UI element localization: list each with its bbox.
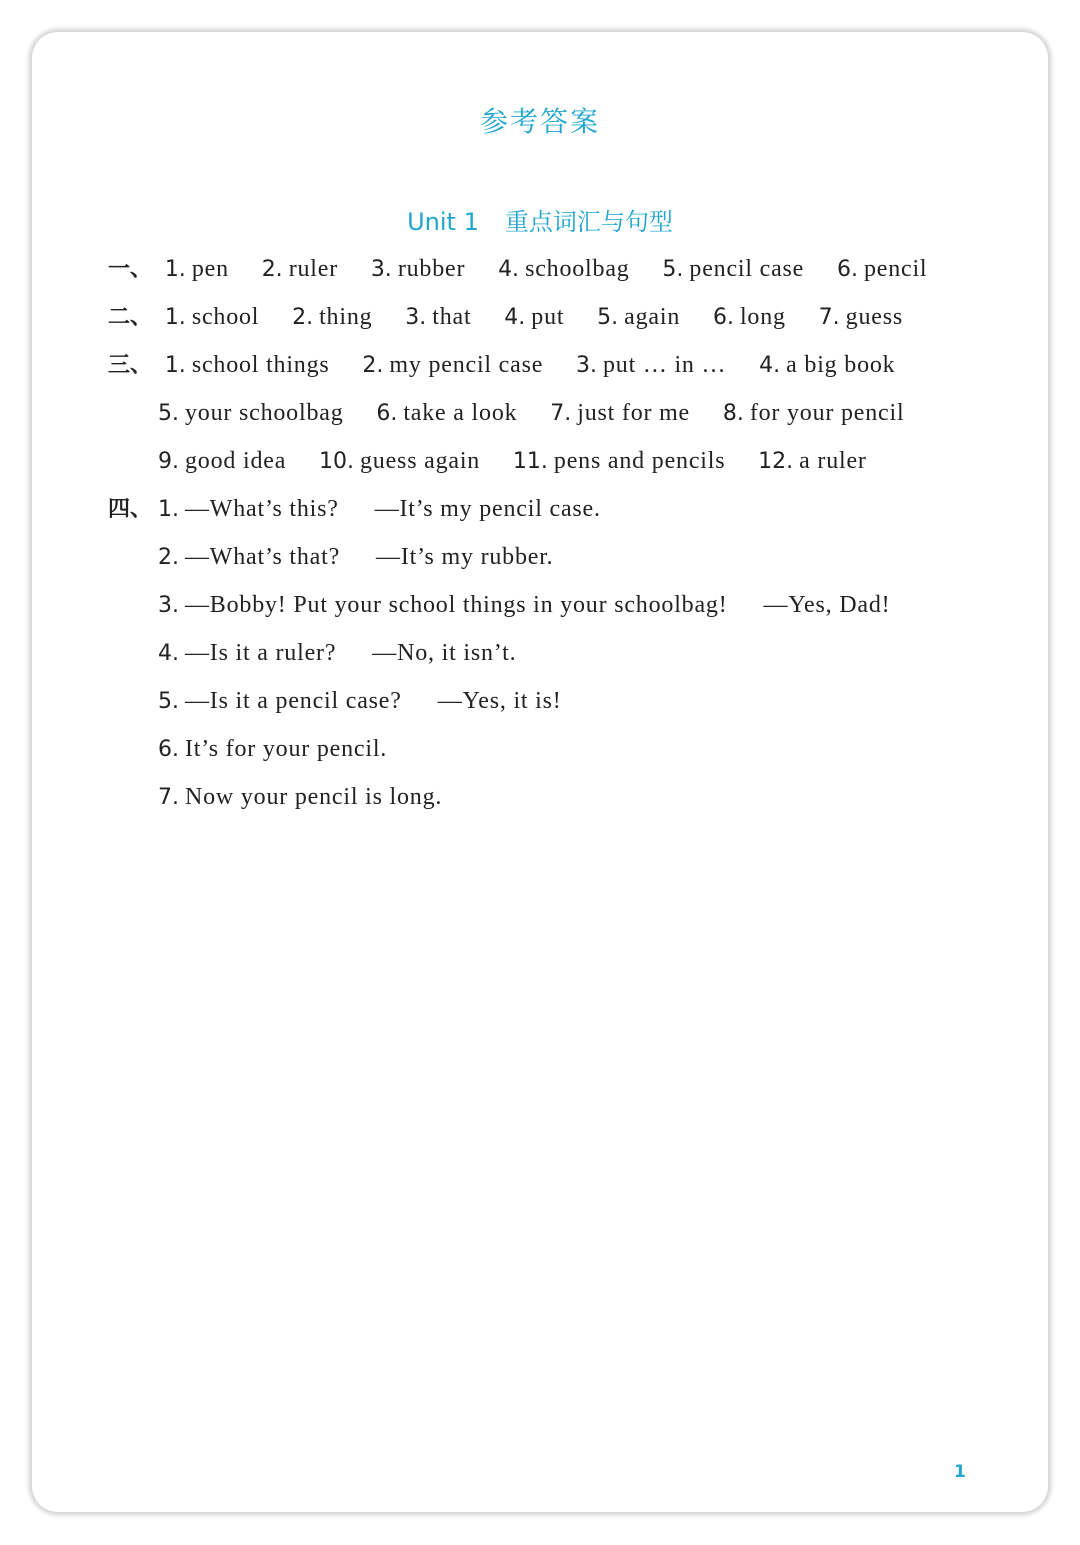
answer-item: 10. guess again xyxy=(319,448,481,474)
answer-item: 6. long xyxy=(712,304,786,330)
section-2-line-1 xyxy=(108,299,903,335)
answer-item: 4. schoolbag xyxy=(498,256,630,282)
dialogue-3: 3. —Bobby! Put your school things in your schoolbag! —Yes, Dad! xyxy=(158,592,891,618)
section-marker: 二、 xyxy=(108,305,153,330)
page-title: 参考答案 xyxy=(479,105,600,138)
sentence-text: It’s for your pencil. xyxy=(185,736,388,762)
answer-item: 4. put xyxy=(504,304,565,330)
section-3-line-2 xyxy=(158,395,904,431)
dialogue-2: 2. —What’s that? —It’s my rubber. xyxy=(158,544,554,570)
unit-label: Unit 1 xyxy=(407,208,479,236)
unit-subtitle: 重点词汇与句型 xyxy=(504,208,673,236)
answer-item: 8. for your pencil xyxy=(722,400,905,426)
page-number: 1 xyxy=(954,1462,966,1482)
dialogue-5: 5. —Is it a pencil case? —Yes, it is! xyxy=(158,688,562,714)
section-marker: 四、 xyxy=(108,497,153,522)
unit-heading xyxy=(0,202,1080,237)
answer-item: 2. my pencil case xyxy=(362,352,544,378)
dialogue-answer: —It’s my pencil case. xyxy=(374,496,601,522)
answer-item: 5. again xyxy=(597,304,681,330)
answer-item: 1. school xyxy=(164,304,260,330)
dialogue-answer: —No, it isn’t. xyxy=(372,640,517,666)
section-marker: 三、 xyxy=(108,353,153,378)
dialogue-question: —Is it a ruler? xyxy=(185,640,337,666)
sentence-6: 6. It’s for your pencil. xyxy=(158,736,388,762)
section-3-line-3 xyxy=(158,443,867,479)
answer-item: 2. thing xyxy=(292,304,373,330)
answer-item: 6. take a look xyxy=(376,400,518,426)
answer-item: 4. a big book xyxy=(759,352,896,378)
answer-item: 1. school things xyxy=(164,352,330,378)
answer-item: 3. rubber xyxy=(370,256,466,282)
sentence-text: Now your pencil is long. xyxy=(185,784,443,810)
dialogue-1: 四、 1. —What’s this? —It’s my pencil case. xyxy=(108,491,601,527)
dialogue-question: —Bobby! Put your school things in your schoolbag! xyxy=(185,592,728,618)
answer-item: 12. a ruler xyxy=(758,448,867,474)
answer-item: 7. guess xyxy=(818,304,903,330)
answer-item: 11. pens and pencils xyxy=(512,448,726,474)
answer-item: 1. pen xyxy=(164,256,229,282)
section-1-line-1 xyxy=(108,251,927,287)
dialogue-answer: —Yes, it is! xyxy=(437,688,562,714)
answer-item: 3. that xyxy=(405,304,472,330)
dialogue-answer: —It’s my rubber. xyxy=(376,544,554,570)
answer-item: 6. pencil xyxy=(836,256,928,282)
section-marker: 一、 xyxy=(108,257,153,282)
dialogue-question: —What’s this? xyxy=(185,496,339,522)
answer-item: 3. put … in … xyxy=(576,352,727,378)
section-3-line-1 xyxy=(108,347,895,383)
dialogue-4: 4. —Is it a ruler? —No, it isn’t. xyxy=(158,640,517,666)
answer-item: 7. just for me xyxy=(550,400,691,426)
sentence-7: 7. Now your pencil is long. xyxy=(158,784,443,810)
dialogue-question: —Is it a pencil case? xyxy=(185,688,402,714)
dialogue-answer: —Yes, Dad! xyxy=(763,592,891,618)
answer-item: 2. ruler xyxy=(261,256,338,282)
answer-item: 5. your schoolbag xyxy=(158,400,344,426)
dialogue-question: —What’s that? xyxy=(185,544,341,570)
answer-item: 9. good idea xyxy=(158,448,287,474)
answer-item: 5. pencil case xyxy=(662,256,805,282)
